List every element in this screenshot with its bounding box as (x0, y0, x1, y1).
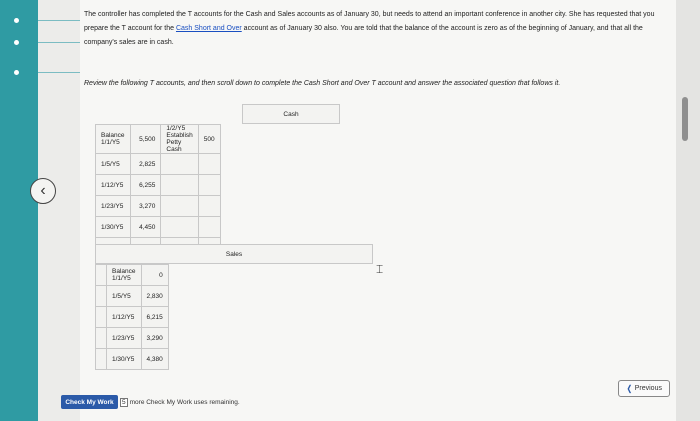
cash-row (96, 196, 221, 217)
intro-line-1: The controller has completed the T accounts for the Cash and Sales accounts as of January 30, but needs to attend an important conference in another city. She has requested that you (84, 11, 655, 18)
divider (38, 72, 80, 73)
cash-credit-label (161, 154, 198, 175)
cash-credit-value (198, 217, 220, 238)
cash-credit-value (198, 196, 220, 217)
intro-line-2: prepare the T account for the Cash Short and Over account as of January 30 also. You are told that the balance of the account is zero as of the beginning of January, and that all the (84, 25, 643, 32)
cash-credit-value (198, 154, 220, 175)
sales-credit-value: 2,830 (141, 286, 168, 307)
sales-row (96, 328, 169, 349)
sales-credit-value: 3,290 (141, 328, 168, 349)
sales-title: Sales (95, 244, 373, 264)
cash-debit-label: 1/12/Y5 (96, 175, 131, 196)
back-button[interactable] (30, 178, 56, 204)
left-rail (0, 0, 38, 421)
cash-credit-value: 500 (198, 125, 220, 154)
cash-table (95, 124, 221, 259)
sales-debit-cell (96, 349, 107, 370)
sales-table (95, 264, 169, 370)
sales-row (96, 307, 169, 328)
divider (38, 20, 80, 21)
sales-credit-value: 6,215 (141, 307, 168, 328)
cash-credit-value (198, 175, 220, 196)
sales-debit-cell (96, 286, 107, 307)
sales-debit-cell (96, 328, 107, 349)
remaining-uses (120, 395, 240, 409)
sales-row (96, 265, 169, 286)
sales-row (96, 286, 169, 307)
sales-debit-cell (96, 307, 107, 328)
remaining-count: 5 (122, 398, 126, 406)
divider (38, 42, 80, 43)
cash-short-over-link[interactable]: Cash Short and Over (175, 25, 242, 32)
sales-credit-label: 1/23/Y5 (107, 328, 142, 349)
scrollbar[interactable] (676, 0, 700, 421)
nav-dot-2[interactable] (14, 40, 19, 45)
cash-debit-label: 1/5/Y5 (96, 154, 131, 175)
nav-dot-1[interactable] (14, 18, 19, 23)
content-panel (65, 0, 676, 421)
cash-title: Cash (242, 104, 340, 124)
sales-credit-label: 1/30/Y5 (107, 349, 142, 370)
cash-row (96, 217, 221, 238)
check-my-work-button[interactable]: Check My Work (61, 395, 118, 409)
cash-credit-label (161, 196, 198, 217)
sales-debit-cell (96, 265, 107, 286)
intro-line-3: company's sales are in cash. (84, 39, 174, 46)
cash-credit-label (161, 175, 198, 196)
cash-debit-value: 6,255 (130, 175, 161, 196)
cash-debit-value: 4,450 (130, 217, 161, 238)
cash-credit-label: 1/2/Y5 Establish Petty Cash (161, 125, 198, 154)
chevron-left-icon: ‹ (40, 182, 46, 199)
chevron-left-icon: ❬ (626, 384, 633, 393)
cash-row (96, 154, 221, 175)
cash-debit-value: 3,270 (130, 196, 161, 217)
cash-row (96, 175, 221, 196)
nav-dot-3[interactable] (14, 70, 19, 75)
sales-credit-label: Balance 1/1/Y5 (107, 265, 142, 286)
cash-debit-value: 5,500 (130, 125, 161, 154)
scrollbar-thumb[interactable] (682, 97, 688, 141)
cash-row (96, 125, 221, 154)
sales-credit-value: 0 (141, 265, 168, 286)
instruction-text: Review the following T accounts, and then scroll down to complete the Cash Short and Over T account and answer the associated question that follows it. (84, 80, 561, 87)
intro-text (84, 8, 669, 50)
remaining-text: more Check My Work uses remaining. (129, 398, 240, 406)
cash-credit-label (161, 217, 198, 238)
cash-debit-label: 1/30/Y5 (96, 217, 131, 238)
text-cursor-icon: ⌶ (376, 262, 384, 276)
cash-debit-label: 1/23/Y5 (96, 196, 131, 217)
sales-credit-value: 4,380 (141, 349, 168, 370)
previous-button[interactable] (618, 380, 670, 397)
cash-debit-label: Balance 1/1/Y5 (96, 125, 131, 154)
sales-row (96, 349, 169, 370)
cash-debit-value: 2,825 (130, 154, 161, 175)
sales-credit-label: 1/5/Y5 (107, 286, 142, 307)
sales-credit-label: 1/12/Y5 (107, 307, 142, 328)
previous-label: Previous (634, 385, 662, 392)
